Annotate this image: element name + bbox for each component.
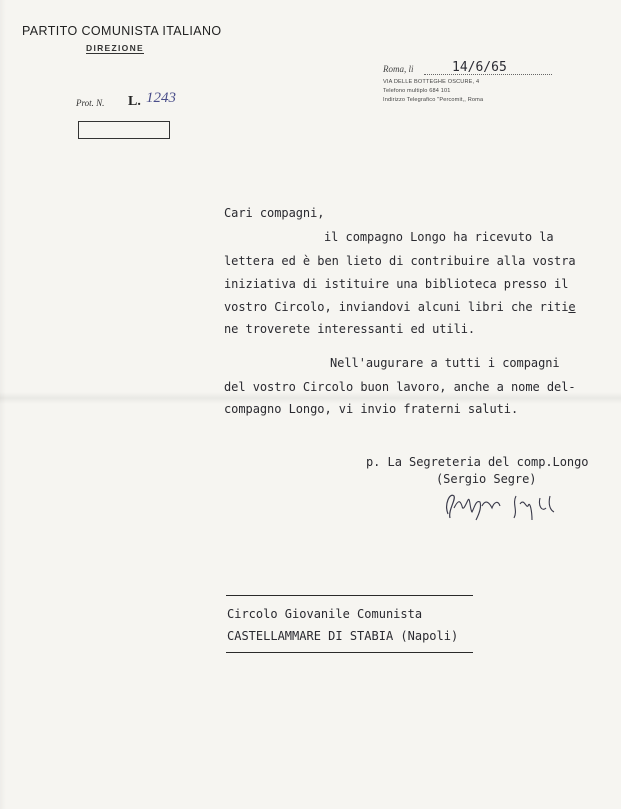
department-label: DIREZIONE — [86, 43, 144, 53]
protocol-label: Prot. N. — [76, 98, 105, 108]
body-line: iniziativa di istituire una biblioteca presso il — [224, 277, 569, 291]
recipient-line: Circolo Giovanile Comunista — [227, 607, 423, 621]
handwritten-signature — [440, 486, 570, 526]
phone-number: Telefono multiplo 684 101 — [383, 88, 451, 94]
body-line: Nell'augurare a tutti i compagni — [330, 356, 560, 370]
telegraph-address: Indirizzo Telegrafico "Percomit,, Roma — [383, 97, 484, 103]
recipient-rule-bottom — [226, 652, 473, 653]
protocol-box — [78, 121, 170, 139]
salutation: Cari compagni, — [224, 206, 325, 220]
protocol-number: 1243 — [146, 90, 176, 106]
recipient-rule-top — [226, 595, 473, 596]
protocol-prefix: L. — [128, 94, 141, 109]
body-line: ne troverete interessanti ed utili. — [224, 322, 476, 336]
body-line: il compagno Longo ha ricevuto la — [324, 230, 554, 244]
signature-role: p. La Segreteria del comp.Longo — [366, 455, 589, 469]
underlined-char: e — [568, 300, 576, 314]
street-address: VIA DELLE BOTTEGHE OSCURE, 4 — [383, 79, 480, 85]
letter-date: 14/6/65 — [452, 60, 507, 75]
body-line-text: vostro Circolo, inviandovi alcuni libri che riti — [224, 300, 569, 314]
body-line — [224, 300, 576, 314]
body-line: compagno Longo, vi invio fraterni saluti. — [224, 402, 519, 416]
signature-name: (Sergio Segre) — [436, 472, 537, 486]
recipient-line: CASTELLAMMARE DI STABIA (Napoli) — [227, 629, 459, 643]
body-line: del vostro Circolo buon lavoro, anche a nome del- — [224, 380, 576, 394]
party-name: PARTITO COMUNISTA ITALIANO — [22, 24, 222, 38]
city-label: Roma, li — [383, 64, 414, 74]
body-line: lettera ed è ben lieto di contribuire alla vostra — [224, 254, 576, 268]
